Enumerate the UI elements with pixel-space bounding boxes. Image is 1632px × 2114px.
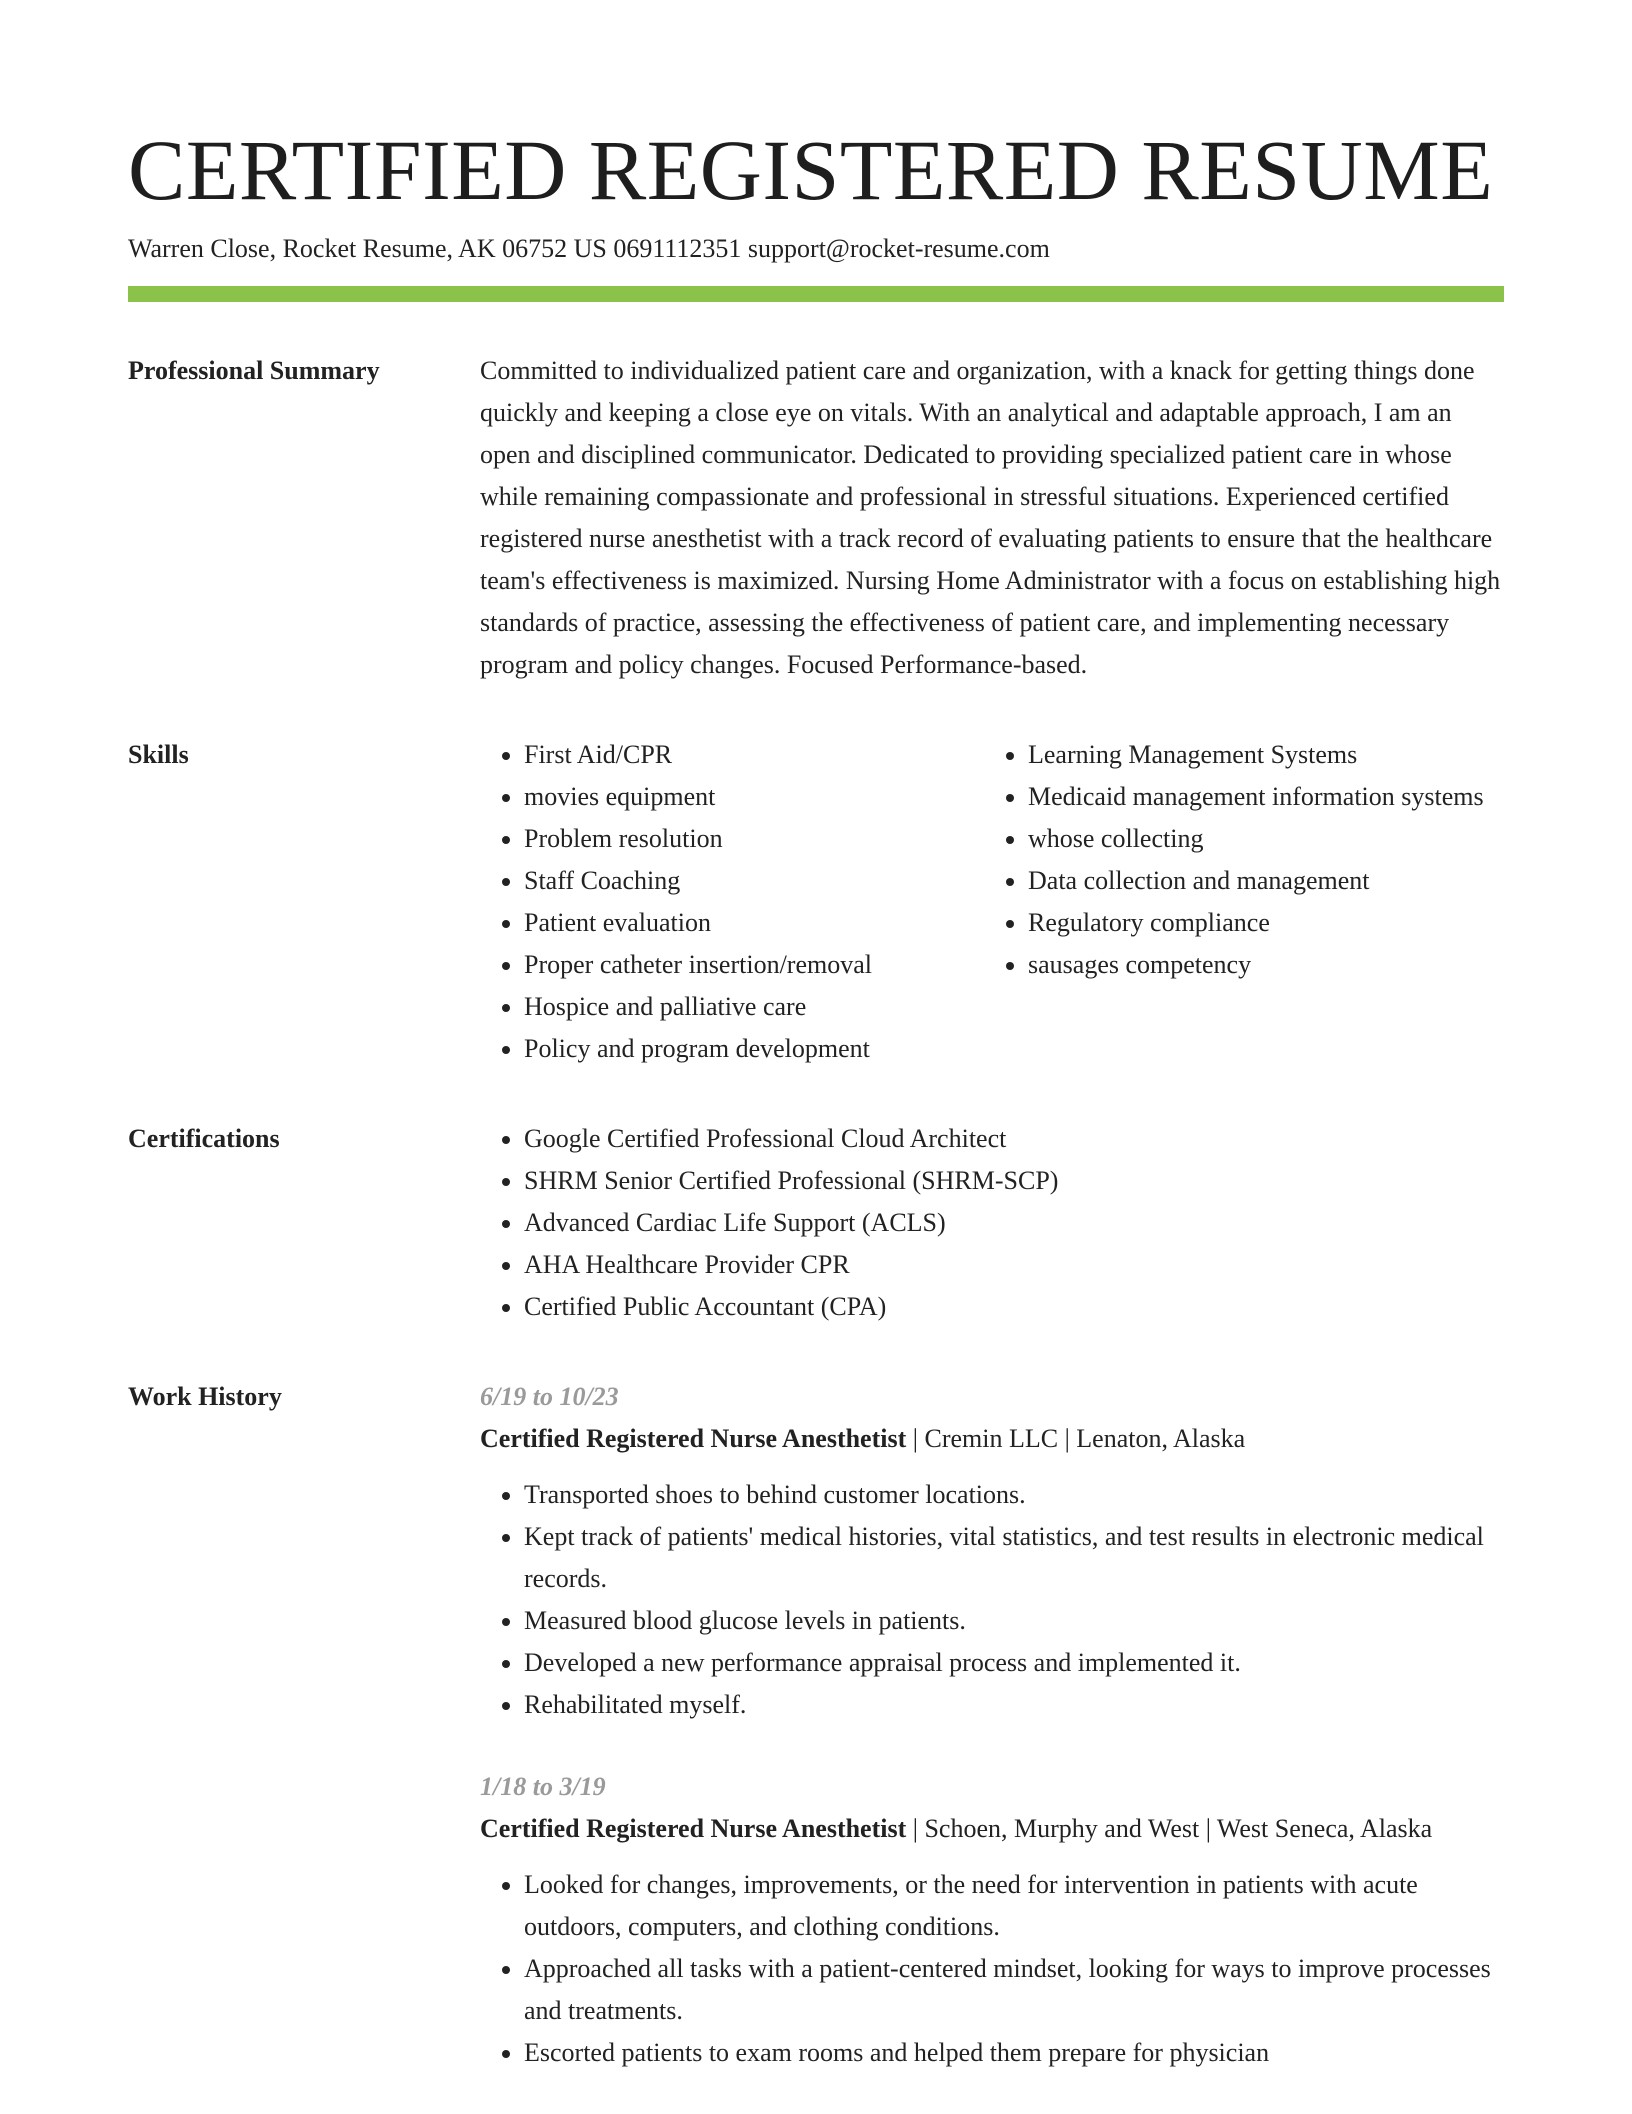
- work-history-section: [128, 1376, 1504, 2114]
- skill-item: • sausages competency: [1028, 944, 1504, 986]
- job-bullets: [480, 1864, 1504, 2074]
- job-bullet: • Rehabilitated myself.: [524, 1684, 1504, 1726]
- job-entry: [480, 1766, 1504, 2074]
- skills-list-right: [984, 734, 1504, 1070]
- summary-section: [128, 350, 1504, 686]
- certification-item: • Certified Public Accountant (CPA): [524, 1286, 1504, 1328]
- job-bullet: • Measured blood glucose levels in patients.: [524, 1600, 1504, 1642]
- job-dates: 1/18 to 3/19: [480, 1772, 606, 1801]
- job-entry: [480, 1376, 1504, 1726]
- skill-item: • Medicaid management information systems: [1028, 776, 1504, 818]
- skill-item: • whose collecting: [1028, 818, 1504, 860]
- job-bullet: • Approached all tasks with a patient-centered mindset, looking for ways to improve processes and treatments.: [524, 1948, 1504, 2032]
- job-bullet: • Transported shoes to behind customer locations.: [524, 1474, 1504, 1516]
- summary-heading: Professional Summary: [128, 356, 380, 385]
- skill-item: • Proper catheter insertion/removal: [524, 944, 984, 986]
- skill-item: • Staff Coaching: [524, 860, 984, 902]
- job-bullet: • Looked for changes, improvements, or the need for intervention in patients with acute outdoors, computers, and clothing conditions.: [524, 1864, 1504, 1948]
- resume-title: CERTIFIED REGISTERED RESUME: [128, 122, 1494, 218]
- job-bullet: • Kept track of patients' medical histories, vital statistics, and test results in electronic medical records.: [524, 1516, 1504, 1600]
- skill-item: • Data collection and management: [1028, 860, 1504, 902]
- skill-item: • Patient evaluation: [524, 902, 984, 944]
- job-details: | Cremin LLC | Lenaton, Alaska: [906, 1424, 1246, 1453]
- certifications-heading: Certifications: [128, 1124, 280, 1153]
- skill-item: • movies equipment: [524, 776, 984, 818]
- certifications-list: [480, 1118, 1504, 1328]
- skills-section: [128, 734, 1504, 1070]
- job-bullets: [480, 1474, 1504, 1726]
- certification-item: • AHA Healthcare Provider CPR: [524, 1244, 1504, 1286]
- resume-page: [128, 120, 1504, 2114]
- job-bullet: • Developed a new performance appraisal process and implemented it.: [524, 1642, 1504, 1684]
- job-heading: [480, 1808, 1504, 1850]
- skill-item: • Problem resolution: [524, 818, 984, 860]
- job-dates: 6/19 to 10/23: [480, 1382, 619, 1411]
- skill-item: • First Aid/CPR: [524, 734, 984, 776]
- skill-item: • Learning Management Systems: [1028, 734, 1504, 776]
- job-details: | Schoen, Murphy and West | West Seneca, Alaska: [906, 1814, 1433, 1843]
- work-history-heading: Work History: [128, 1382, 282, 1411]
- certification-item: • SHRM Senior Certified Professional (SHRM-SCP): [524, 1160, 1504, 1202]
- skills-list-left: [480, 734, 984, 1070]
- certification-item: • Advanced Cardiac Life Support (ACLS): [524, 1202, 1504, 1244]
- skill-item: • Policy and program development: [524, 1028, 984, 1070]
- skills-heading: Skills: [128, 740, 189, 769]
- header-divider: [128, 286, 1504, 302]
- job-heading: [480, 1418, 1504, 1460]
- job-title: Certified Registered Nurse Anesthetist: [480, 1424, 907, 1453]
- summary-text: Committed to individualized patient care and organization, with a knack for getting things done quickly and keeping a close eye on vitals. With an analytical and adaptable approach, I am an open and disciplined communicator. Dedicated to providing specialized patient care in whose while remaining compassionate and professional in stressful situations. Experienced certified registered nurse anesthetist with a track record of evaluating patients to ensure that the healthcare team's effectiveness is maximized. Nursing Home Administrator with a focus on establishing high standards of practice, assessing the effectiveness of patient care, and implementing necessary program and policy changes. Focused Performance-based.: [480, 356, 1501, 679]
- certification-item: • Google Certified Professional Cloud Architect: [524, 1118, 1504, 1160]
- job-bullet: • Escorted patients to exam rooms and helped them prepare for physician: [524, 2032, 1504, 2074]
- skill-item: • Hospice and palliative care: [524, 986, 984, 1028]
- certifications-section: [128, 1118, 1504, 1328]
- job-title: Certified Registered Nurse Anesthetist: [480, 1814, 907, 1843]
- contact-line: Warren Close, Rocket Resume, AK 06752 US 0691112351 support@rocket-resume.com: [128, 234, 1050, 263]
- skill-item: • Regulatory compliance: [1028, 902, 1504, 944]
